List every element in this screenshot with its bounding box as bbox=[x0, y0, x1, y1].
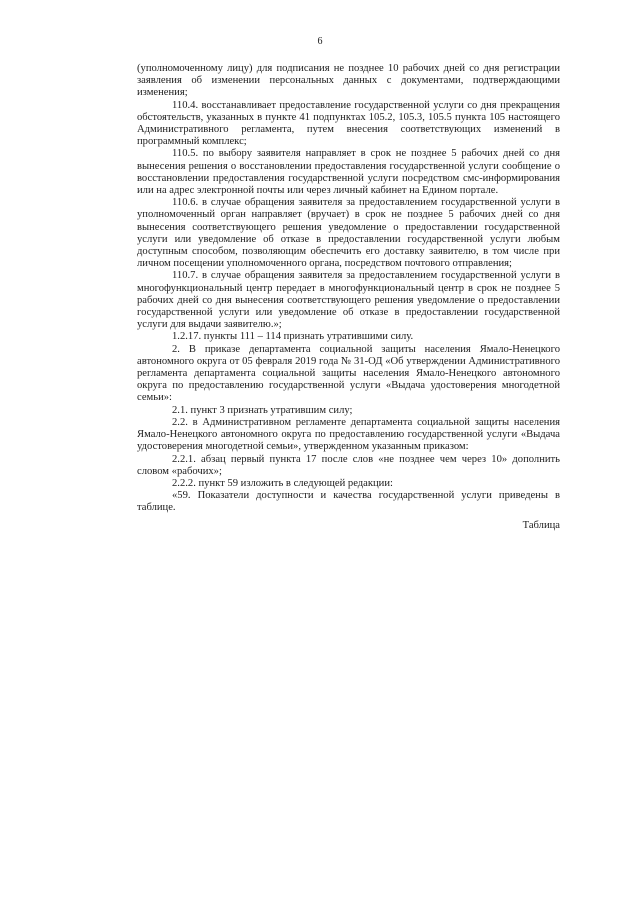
page-number: 6 bbox=[317, 36, 323, 47]
paragraph: 2.1. пункт 3 признать утратившим силу; bbox=[172, 404, 353, 416]
document-body bbox=[137, 63, 560, 532]
paragraph: 2. В приказе департамента социальной защиты населения Ямало-Ненецкого автономного округа от 05 февраля 2019 года № 31-ОД «Об утверждении Административного регламента департамента социальной защиты населения Ямало-Ненецкого автономного округа по предоставлению государственной услуги «Выдача удостоверения многодетной семьи»: bbox=[137, 343, 560, 404]
paragraph: 110.4. восстанавливает предоставление государственной услуги со дня прекращения обстоятельств, указанных в пункте 41 подпунктах 105.2, 105.3, 105.5 пункта 105 настоящего Административного регламента, путем внесения соответствующих изменений в программный комплекс; bbox=[137, 99, 560, 148]
paragraph: 2.2.2. пункт 59 изложить в следующей редакции: bbox=[172, 477, 393, 489]
paragraph: 110.5. по выбору заявителя направляет в срок не позднее 5 рабочих дней со дня вынесения решения о восстановлении предоставления государственной услуги сообщение о восстановлении предоставления государственной услуги посредством смс-информирования или на адрес электронной почты или через личный кабинет на Едином портале. bbox=[137, 148, 560, 197]
paragraph: 110.6. в случае обращения заявителя за предоставлением государственной услуги в уполномоченный орган направляет (вручает) в срок не позднее 5 рабочих дней со дня вынесения соответствующего решения уведомление о предоставлении государственной услуги или уведомление об отказе в предоставлении государственной услуги любым доступным способом, позволяющим обеспечить его доставку заявителю, в том числе при личном посещении уполномоченного органа, посредством почтового отправления; bbox=[137, 197, 560, 270]
paragraph: 1.2.17. пункты 111 – 114 признать утратившими силу. bbox=[172, 331, 414, 343]
paragraph: (уполномоченному лицу) для подписания не позднее 10 рабочих дней со дня регистрации заявления об изменении персональных данных с документами, подтверждающими изменения; bbox=[137, 63, 560, 99]
paragraph: 2.2.1. абзац первый пункта 17 после слов «не позднее чем через 10» дополнить словом «рабочих»; bbox=[137, 453, 560, 477]
paragraph: «59. Показатели доступности и качества государственной услуги приведены в таблице. bbox=[137, 490, 560, 514]
paragraph: 110.7. в случае обращения заявителя за предоставлением государственной услуги в многофункциональный центр передает в многофункциональный центр в срок не позднее 5 рабочих дней со дня вынесения соответствующего решения уведомление о предоставлении государственной услуги или уведомление об отказе в предоставлении государственной услуги для выдачи заявителю.»; bbox=[137, 270, 560, 331]
table-label: Таблица bbox=[522, 519, 560, 531]
paragraph: 2.2. в Административном регламенте департамента социальной защиты населения Ямало-Ненецкого автономного округа по предоставлению государственной услуги «Выдача удостоверения многодетной семьи», утвержденном указанным приказом: bbox=[137, 416, 560, 453]
